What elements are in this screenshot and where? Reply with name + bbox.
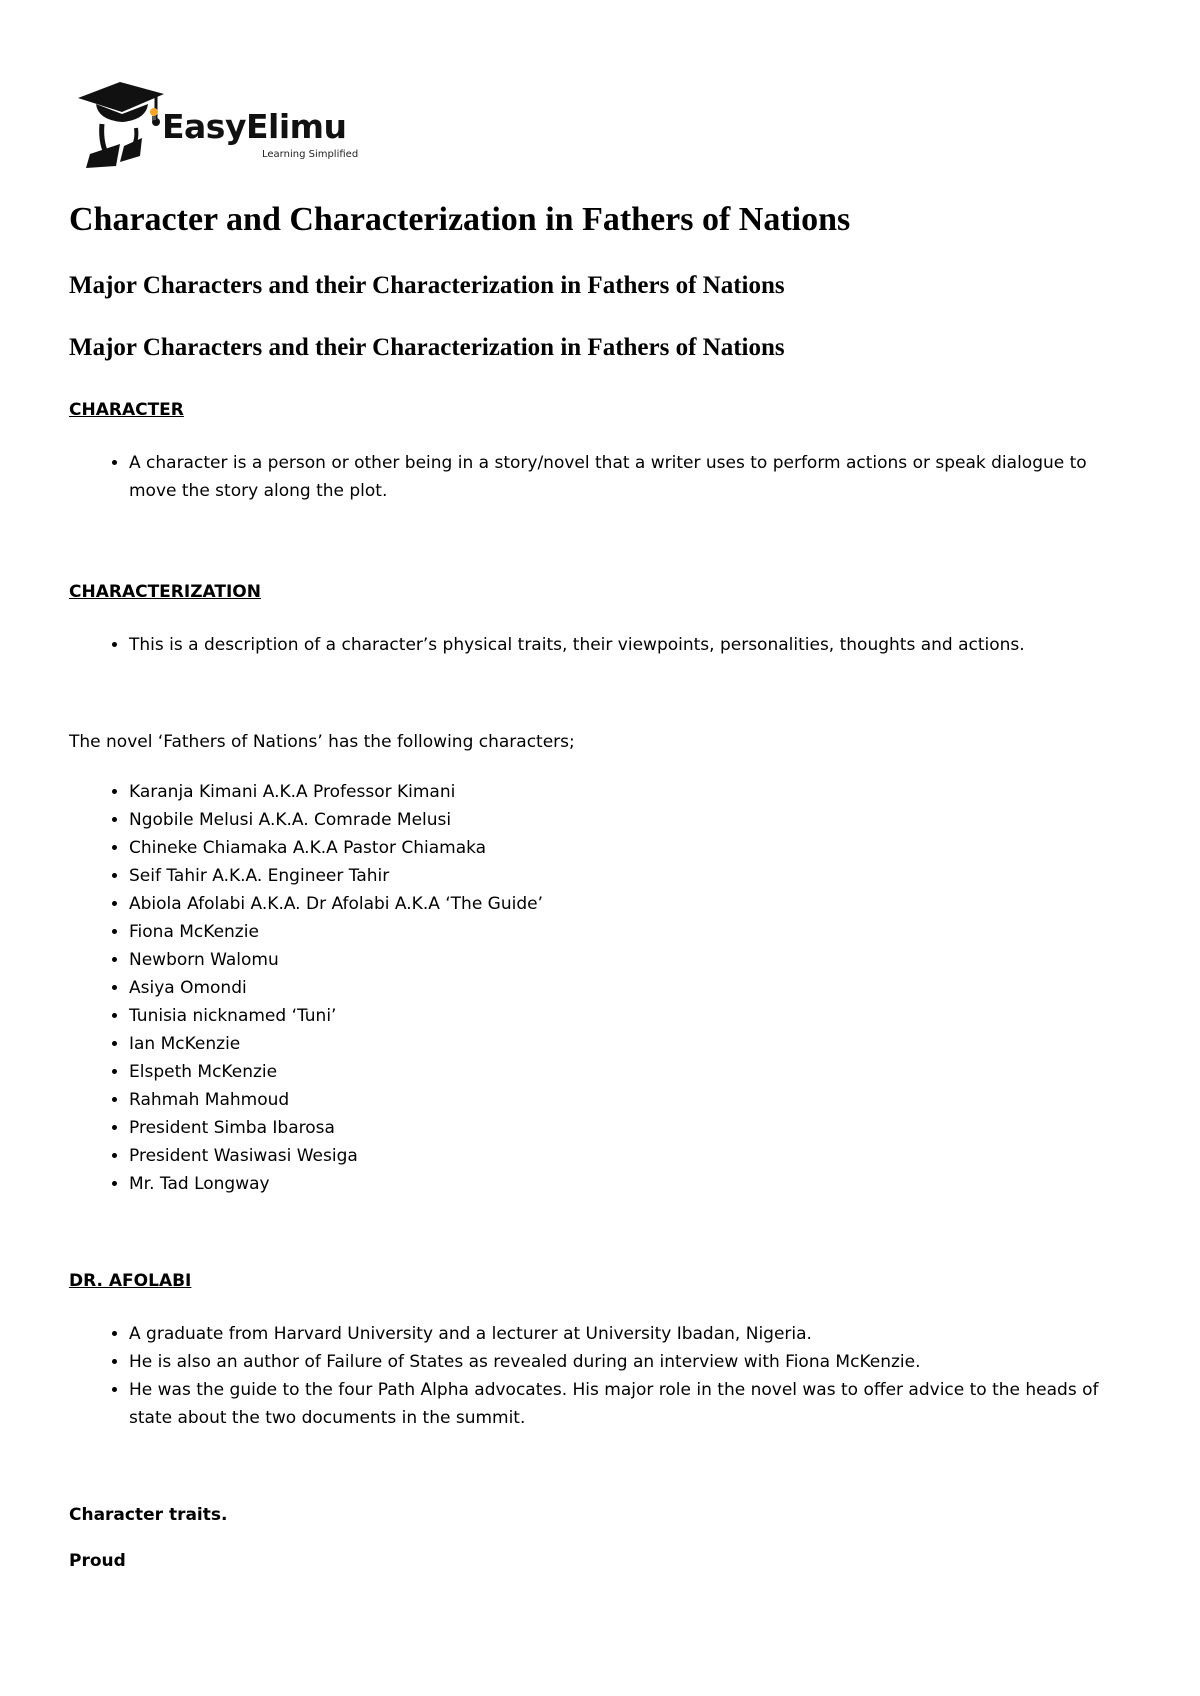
- list-item: • President Wasiwasi Wesiga: [129, 1142, 1139, 1170]
- easyelimu-logo: [76, 76, 396, 172]
- list-item: • Rahmah Mahmoud: [129, 1086, 1139, 1114]
- characterization-heading: CHARACTERIZATION: [69, 581, 261, 602]
- traits-heading: Character traits.: [69, 1505, 228, 1526]
- bulb-icon: [148, 106, 160, 122]
- list-item: • Newborn Walomu: [129, 946, 1139, 974]
- list-item: • He was the guide to the four Path Alpha advocates. His major role in the novel was to offer advice to the heads of state about the two documents in the summit.: [129, 1376, 1139, 1432]
- trait-proud: Proud: [69, 1551, 126, 1572]
- character-definition-list: [69, 449, 1139, 505]
- list-item: • Fiona McKenzie: [129, 918, 1139, 946]
- list-item: • Ngobile Melusi A.K.A. Comrade Melusi: [129, 806, 1139, 834]
- list-item: • Seif Tahir A.K.A. Engineer Tahir: [129, 862, 1139, 890]
- list-item: • Abiola Afolabi A.K.A. Dr Afolabi A.K.A ‘The Guide’: [129, 890, 1139, 918]
- list-item: • A graduate from Harvard University and a lecturer at University Ibadan, Nigeria.: [129, 1320, 1139, 1348]
- list-item: • Chineke Chiamaka A.K.A Pastor Chiamaka: [129, 834, 1139, 862]
- list-item: • Ian McKenzie: [129, 1030, 1139, 1058]
- character-heading: CHARACTER: [69, 399, 184, 420]
- list-item: • Mr. Tad Longway: [129, 1170, 1139, 1198]
- characters-list: [69, 778, 1139, 1198]
- afolabi-heading: DR. AFOLABI: [69, 1271, 192, 1292]
- list-item: • A character is a person or other being in a story/novel that a writer uses to perform actions or speak dialogue to move the story along the plot.: [129, 449, 1139, 505]
- subtitle-1: Major Characters and their Characterization in Fathers of Nations: [69, 271, 785, 299]
- characterization-definition-list: [69, 631, 1139, 659]
- afolabi-points-list: [69, 1320, 1139, 1432]
- subtitle-2: Major Characters and their Characterization in Fathers of Nations: [69, 333, 785, 361]
- list-item: • This is a description of a character’s physical traits, their viewpoints, personalities, thoughts and actions.: [129, 631, 1139, 659]
- characters-intro: The novel ‘Fathers of Nations’ has the following characters;: [69, 731, 575, 752]
- page-title: Character and Characterization in Fathers of Nations: [69, 201, 851, 238]
- logo-wordmark: EasyElimu: [162, 107, 347, 146]
- list-item: • He is also an author of Failure of States as revealed during an interview with Fiona McKenzie.: [129, 1348, 1139, 1376]
- list-item: • President Simba Ibarosa: [129, 1114, 1139, 1142]
- graduation-cap-icon: [76, 76, 172, 172]
- list-item: • Elspeth McKenzie: [129, 1058, 1139, 1086]
- logo-tagline: Learning Simplified: [262, 149, 359, 160]
- list-item: • Karanja Kimani A.K.A Professor Kimani: [129, 778, 1139, 806]
- document-body: [69, 200, 1139, 1596]
- list-item: • Tunisia nicknamed ‘Tuni’: [129, 1002, 1139, 1030]
- list-item: • Asiya Omondi: [129, 974, 1139, 1002]
